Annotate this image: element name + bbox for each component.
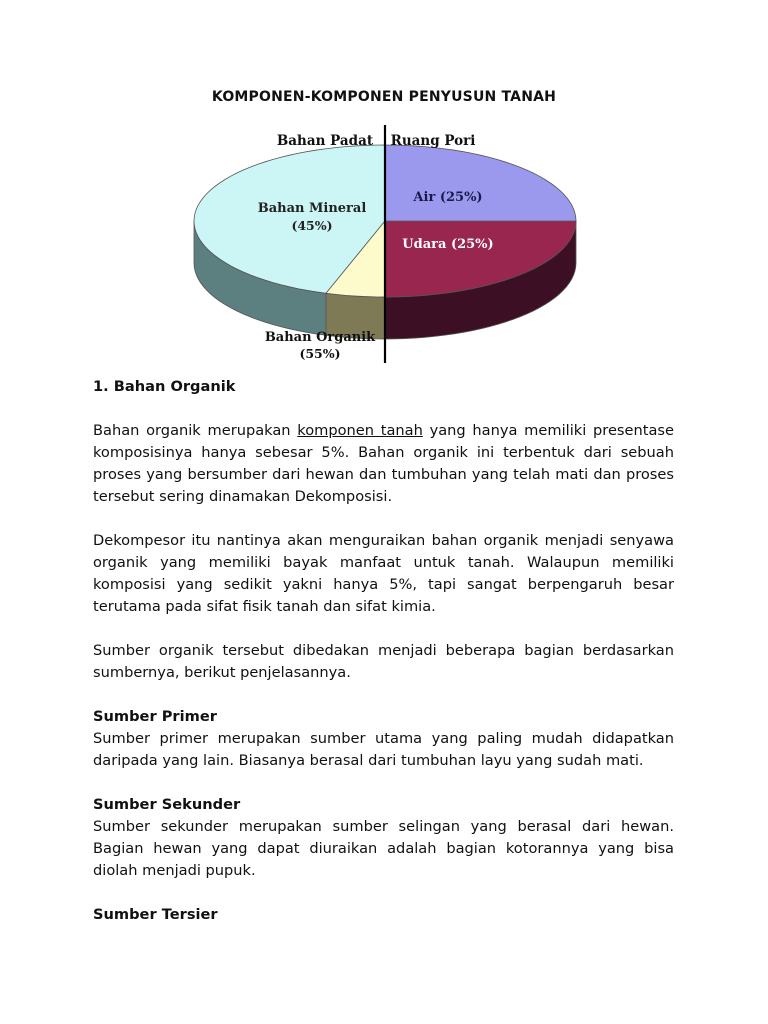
section-heading-sumber-tersier: Sumber Tersier <box>93 906 218 923</box>
section-heading-sumber-primer: Sumber Primer <box>93 708 217 725</box>
komponen-tanah-link[interactable]: komponen tanah <box>297 422 423 439</box>
paragraph-bahan-organik-intro <box>93 420 674 508</box>
paragraph-sumber-organik: Sumber organik tersebut dibedakan menjadi beberapa bagian berdasarkan sumbernya, berikut penjelasannya. <box>93 642 674 681</box>
section-heading-bahan-organik: 1. Bahan Organik <box>93 378 236 395</box>
slice-label-mineral: Bahan Mineral <box>257 201 367 216</box>
article-content <box>93 376 674 926</box>
slice-value-organik: (55%) <box>299 346 341 361</box>
paragraph-text: yang hanya memiliki presentase komposisinya hanya sebesar 5%. Bahan organik ini terbentuk dari sebuah proses yang bersumber dari hewan dan tumbuhan yang telah mati dan proses tersebut sering dinamakan Dekomposisi. <box>93 422 674 505</box>
section-heading-sumber-sekunder: Sumber Sekunder <box>93 796 241 813</box>
header-label-solid: Bahan Padat <box>276 133 374 149</box>
header-label-pore: Ruang Pori <box>390 133 476 149</box>
paragraph-dekomposer: Dekompesor itu nantinya akan menguraikan bahan organik menjadi senyawa organik yang memiliki bayak manfaat untuk tanah. Walaupun memiliki komposisi yang sedikit yakni hanya 5%, tapi sangat berpengaruh besar terutama pada sifat fisik tanah dan sifat kimia. <box>93 532 674 615</box>
document-title: KOMPONEN-KOMPONEN PENYUSUN TANAH <box>211 89 557 105</box>
slice-label-organik: Bahan Organik <box>264 330 376 345</box>
paragraph-sumber-primer: Sumber primer merupakan sumber utama yang paling mudah didapatkan daripada yang lain. Biasanya berasal dari tumbuhan layu yang sudah mati. <box>93 730 674 769</box>
soil-components-pie-chart <box>190 117 580 369</box>
paragraph-sumber-sekunder: Sumber sekunder merupakan sumber selingan yang berasal dari hewan. Bagian hewan yang dapat diuraikan adalah bagian kotorannya yang bisa diolah menjadi pupuk. <box>93 818 674 879</box>
slice-value-mineral: (45%) <box>291 218 333 233</box>
paragraph-text: Bahan organik merupakan <box>93 422 298 439</box>
slice-label-air: Air (25%) <box>413 190 483 205</box>
pie-slice-3 <box>385 145 576 221</box>
slice-label-udara: Udara (25%) <box>402 237 494 252</box>
